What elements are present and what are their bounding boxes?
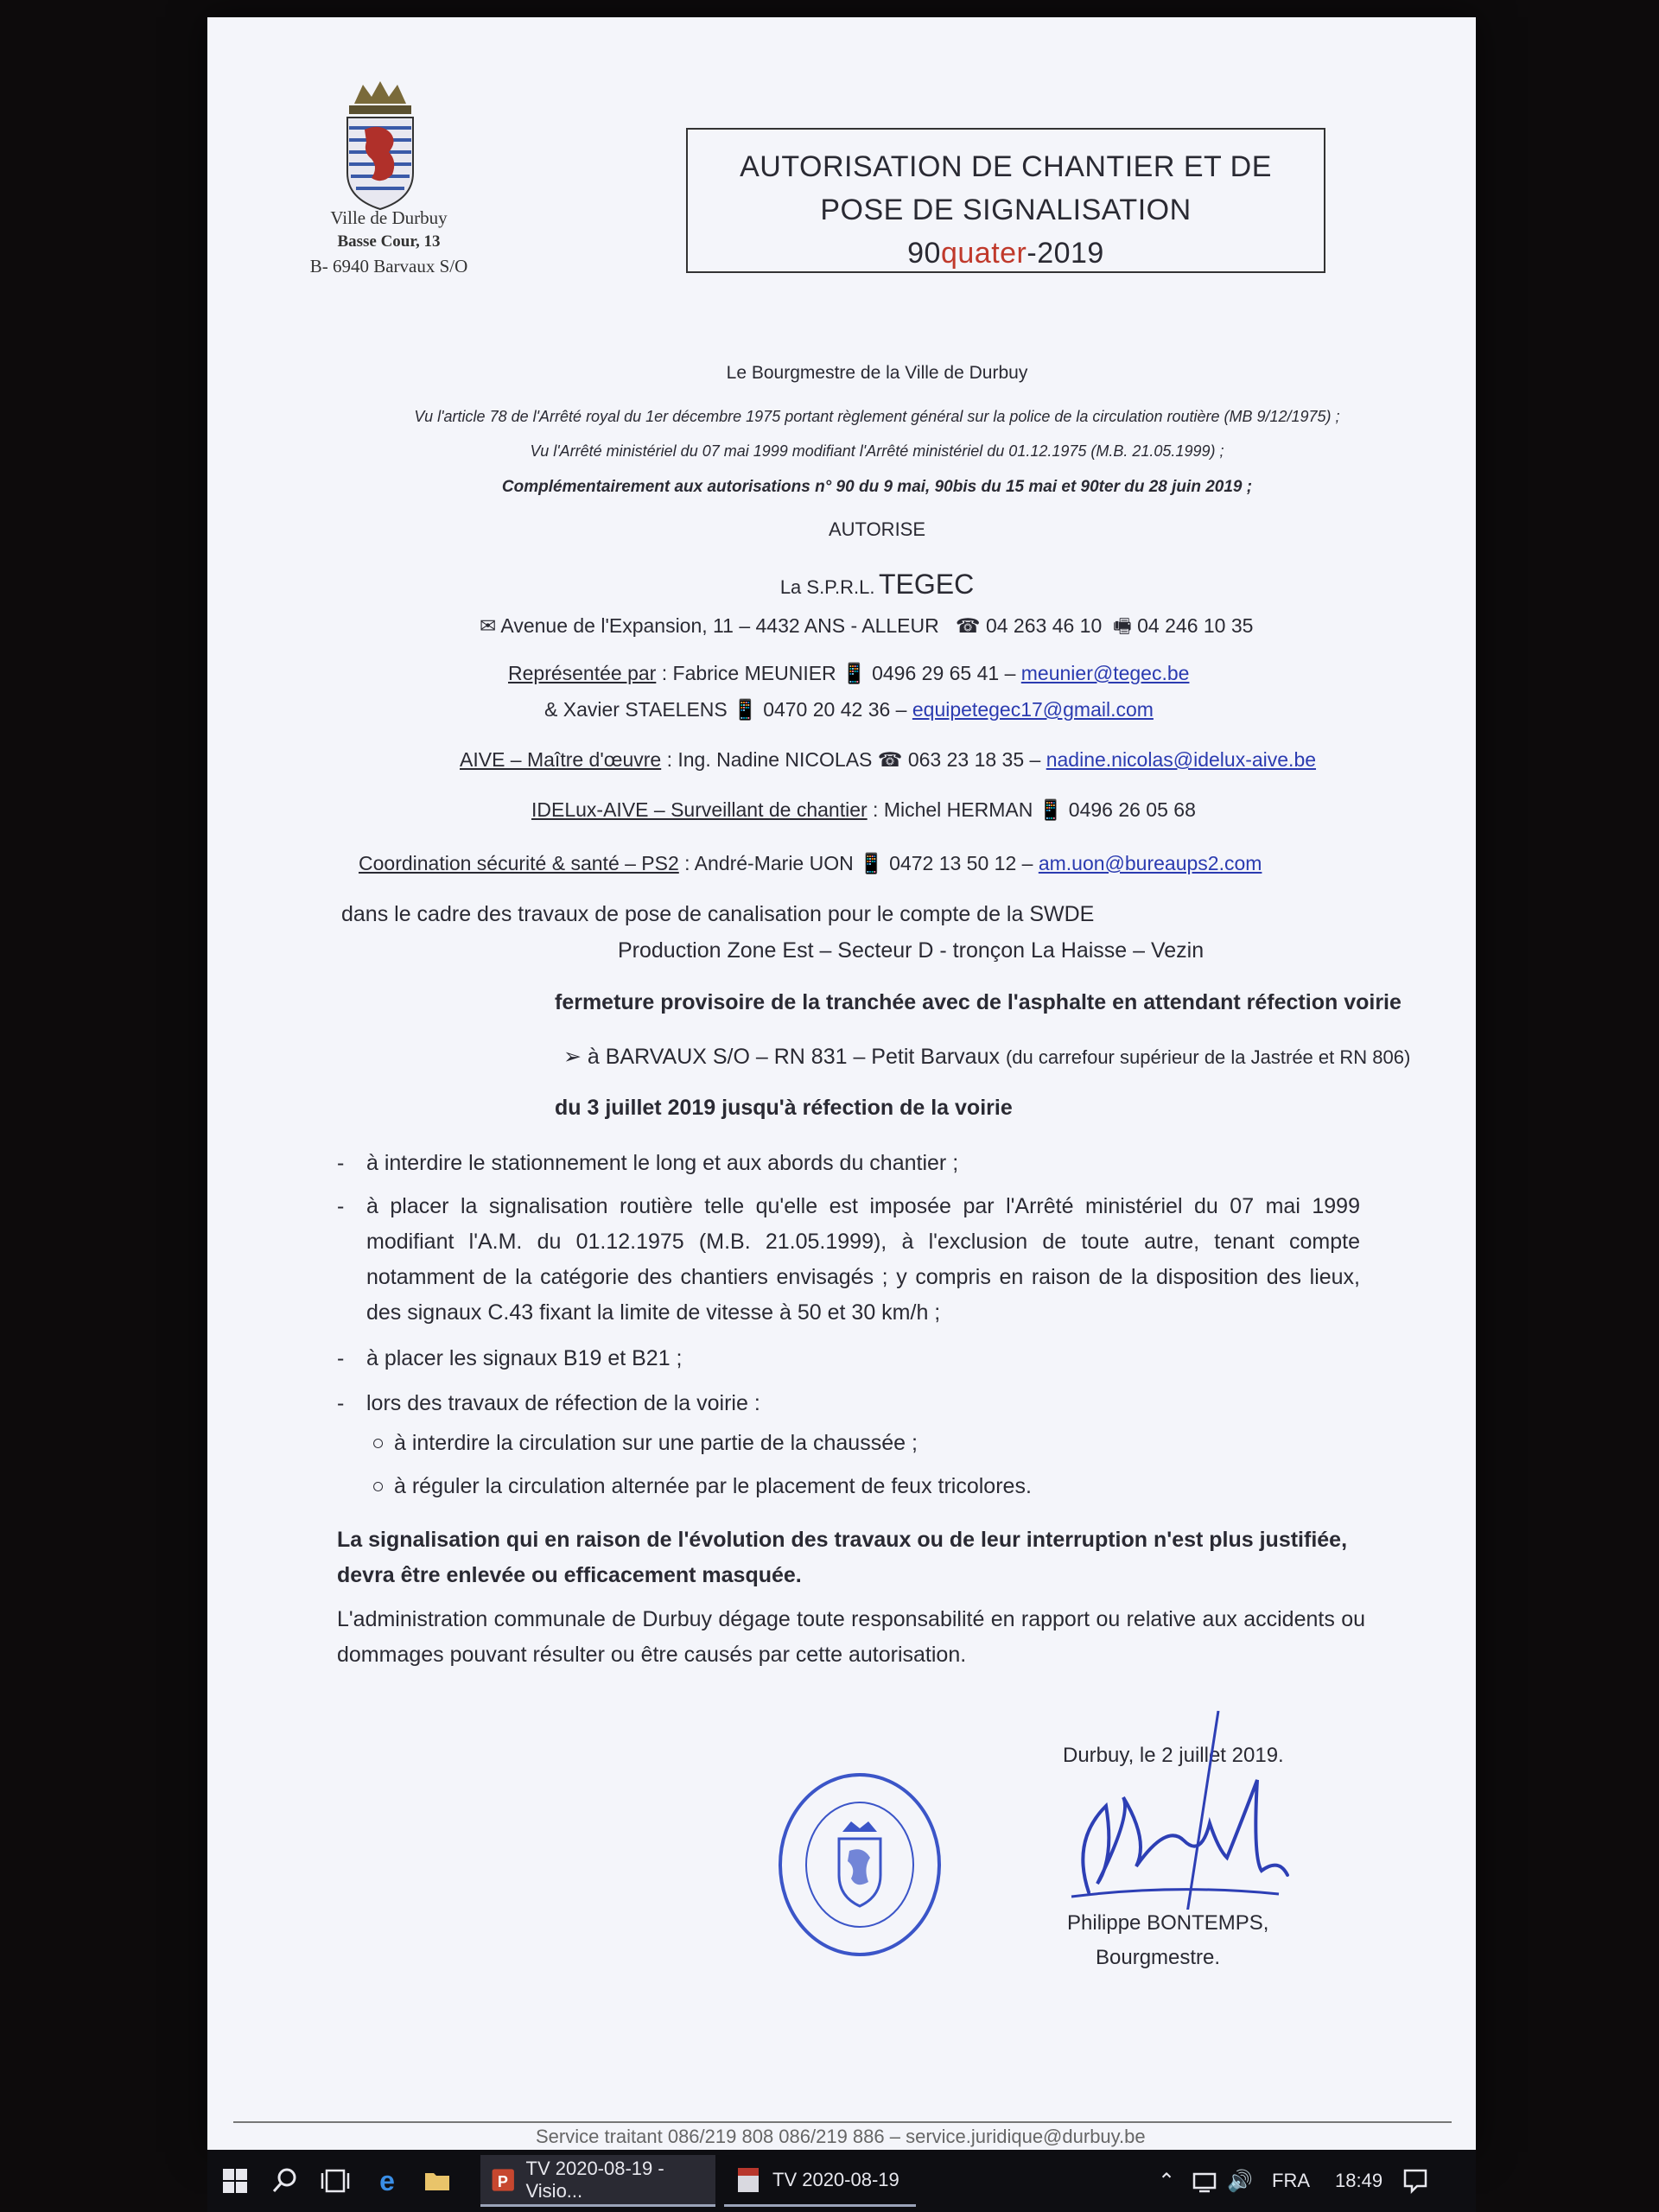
issuer: Le Bourgmestre de la Ville de Durbuy bbox=[726, 363, 1028, 383]
works-place bbox=[563, 1044, 1410, 1070]
company-prefix: La S.P.R.L. bbox=[779, 576, 875, 598]
speaker-icon: 🔊 bbox=[1227, 2169, 1253, 2193]
coord-email-link[interactable]: am.uon@bureaups2.com bbox=[1038, 852, 1262, 874]
disclaimer: L'administration communale de Durbuy dégage toute responsabilité en rapport ou relative aux accidents ou dommages pouvant résulter ou être causés par cette autorisation. bbox=[337, 1607, 1365, 1667]
company-name: TEGEC bbox=[878, 569, 975, 600]
vu-arrete-ministeriel: Vu l'Arrêté ministériel du 07 mai 1999 modifiant l'Arrêté ministériel du 01.12.1975 (M.B. 21.05.1999) ; bbox=[530, 442, 1224, 460]
municipal-stamp-icon bbox=[773, 1771, 946, 1957]
sub-measure-b-text: à réguler la circulation alternée par le placement de feux tricolores. bbox=[394, 1474, 1032, 1498]
arrow-bullet-icon: ➢ bbox=[563, 1045, 582, 1069]
clock[interactable] bbox=[1335, 2150, 1382, 2212]
autorise-heading: AUTORISE bbox=[828, 518, 926, 540]
representative-2 bbox=[544, 698, 1154, 721]
aive-email-link[interactable]: nadine.nicolas@idelux-aive.be bbox=[1046, 748, 1317, 771]
footer-contact: Service traitant 086/219 808 086/219 886 – service.juridique@durbuy.be bbox=[536, 2126, 1146, 2147]
sub-measure-a bbox=[372, 1431, 918, 1456]
search-button[interactable] bbox=[270, 2150, 301, 2212]
fax-icon: 🖷 bbox=[1113, 614, 1132, 637]
measure-item bbox=[337, 1386, 1365, 1422]
svg-text:P: P bbox=[497, 2172, 508, 2190]
monitor-screen bbox=[207, 17, 1476, 2152]
chevron-up-icon: ⌃ bbox=[1158, 2169, 1176, 2193]
file-explorer-button[interactable] bbox=[422, 2150, 453, 2212]
dash-bullet: - bbox=[337, 1194, 345, 1218]
volume-button[interactable] bbox=[1227, 2150, 1253, 2212]
rep1-name: : Fabrice MEUNIER bbox=[656, 662, 836, 684]
mobile-icon: 📱 bbox=[733, 698, 758, 721]
task-view-icon bbox=[320, 2165, 351, 2196]
works-context: dans le cadre des travaux de pose de canalisation pour le compte de la SWDE bbox=[341, 902, 1095, 926]
windows-taskbar bbox=[207, 2150, 1476, 2212]
network-icon bbox=[1189, 2165, 1220, 2196]
rep2-email-link[interactable]: equipetegec17@gmail.com bbox=[912, 698, 1154, 721]
idelux-contact bbox=[531, 798, 1196, 822]
company-line bbox=[302, 569, 1452, 601]
idelux-label: IDELux-AIVE – Surveillant de chantier bbox=[531, 798, 868, 821]
rep1-email-link[interactable]: meunier@tegec.be bbox=[1020, 662, 1190, 684]
number-prefix: 90 bbox=[907, 237, 941, 270]
phone-icon: ☎ bbox=[955, 614, 981, 637]
show-hidden-icons-button[interactable] bbox=[1158, 2150, 1175, 2212]
measure-1: à interdire le stationnement le long et aux abords du chantier ; bbox=[366, 1151, 959, 1175]
dash-bullet: - bbox=[337, 1151, 345, 1175]
measure-item bbox=[337, 1341, 1365, 1377]
language-label: FRA bbox=[1272, 2170, 1310, 2191]
measure-3: à placer les signaux B19 et B21 ; bbox=[366, 1346, 683, 1370]
aive-name: : Ing. Nadine NICOLAS bbox=[661, 748, 873, 771]
notification-icon bbox=[1400, 2165, 1431, 2196]
task-view-button[interactable] bbox=[320, 2150, 351, 2212]
aive-label: AIVE – Maître d'œuvre bbox=[460, 748, 662, 771]
search-icon bbox=[270, 2165, 301, 2196]
rep2-phone: 0470 20 42 36 – bbox=[763, 698, 907, 721]
rep1-phone: 0496 29 65 41 – bbox=[872, 662, 1016, 684]
municipality-city: B- 6940 Barvaux S/O bbox=[309, 256, 468, 276]
rep2-name: & Xavier STAELENS bbox=[544, 698, 728, 721]
title-line-1: AUTORISATION DE CHANTIER ET DE bbox=[740, 150, 1272, 183]
representative-1 bbox=[508, 662, 1189, 685]
works-period: du 3 juillet 2019 jusqu'à réfection de la voirie bbox=[555, 1096, 1013, 1120]
handwritten-signature-icon bbox=[1054, 1711, 1313, 1910]
start-button[interactable] bbox=[219, 2150, 251, 2212]
signage-note: La signalisation qui en raison de l'évolution des travaux ou de leur interruption n'est plus justifiée, devra être enlevée ou efficacement masquée. bbox=[337, 1528, 1348, 1587]
company-address: Avenue de l'Expansion, 11 – 4432 ANS - ALLEUR bbox=[500, 614, 939, 637]
taskbar-app-visio-label: TV 2020-08-19 - Visio... bbox=[525, 2157, 664, 2202]
company-contact-line bbox=[480, 612, 1253, 645]
mobile-icon: 📱 bbox=[842, 662, 867, 684]
works-zone: Production Zone Est – Secteur D - tronçon La Haisse – Vezin bbox=[618, 938, 1205, 963]
coord-name: : André-Marie UON bbox=[678, 852, 854, 874]
circle-bullet-icon: ○ bbox=[372, 1431, 385, 1455]
idelux-phone: 0496 26 05 68 bbox=[1068, 798, 1196, 821]
mail-envelope-icon: ✉ bbox=[480, 614, 497, 637]
taskbar-app-tv[interactable] bbox=[724, 2155, 916, 2207]
signer-name: Philippe BONTEMPS, bbox=[1067, 1911, 1269, 1935]
signature-date: Durbuy, le 2 juillet 2019. bbox=[1063, 1744, 1284, 1767]
number-suffix: quater bbox=[940, 237, 1027, 270]
dash-bullet: - bbox=[337, 1391, 345, 1415]
municipality-address bbox=[294, 206, 484, 278]
authorisation-number bbox=[688, 232, 1324, 275]
folder-icon bbox=[422, 2165, 453, 2196]
edge-icon: e bbox=[379, 2164, 395, 2196]
mobile-icon: 📱 bbox=[1038, 798, 1064, 821]
sub-measure-a-text: à interdire la circulation sur une partie de la chaussée ; bbox=[394, 1431, 918, 1455]
number-year: -2019 bbox=[1027, 237, 1104, 270]
circle-bullet-icon: ○ bbox=[372, 1474, 385, 1498]
measure-2: à placer la signalisation routière telle qu'elle est imposée par l'Arrêté ministériel du 07 mai 1999 modifiant l'A.M. du 01.12.1975 (M.B. 21.05.1999), à l'exclusion de toute autre, tenant compte notamment de la catégorie des chantiers envisagés ; y compris en raison de la disposition des lieux, des signaux C.43 fixant la limite de vitesse à 50 et 30 km/h ; bbox=[366, 1194, 1360, 1325]
taskbar-app-tv-label: TV 2020-08-19 bbox=[772, 2168, 899, 2190]
dash-bullet: - bbox=[337, 1346, 345, 1370]
works-closure: fermeture provisoire de la tranchée avec de l'asphalte en attendant réfection voirie bbox=[555, 990, 1402, 1014]
notifications-button[interactable] bbox=[1400, 2150, 1431, 2212]
measure-item bbox=[337, 1146, 1365, 1182]
document-title-box bbox=[686, 128, 1325, 273]
pdf-reader-icon bbox=[733, 2164, 764, 2196]
company-fax: 04 246 10 35 bbox=[1137, 614, 1254, 637]
aive-phone: 063 23 18 35 – bbox=[907, 748, 1041, 771]
phone-icon: ☎ bbox=[877, 748, 903, 771]
company-phone: 04 263 46 10 bbox=[985, 614, 1103, 637]
aive-contact bbox=[460, 748, 1316, 772]
measure-4: lors des travaux de réfection de la voirie : bbox=[366, 1391, 760, 1415]
signer-role: Bourgmestre. bbox=[1096, 1946, 1221, 1969]
measure-item bbox=[337, 1189, 1365, 1336]
coord-label: Coordination sécurité & santé – PS2 bbox=[359, 852, 679, 874]
vu-article-78: Vu l'article 78 de l'Arrêté royal du 1er décembre 1975 portant règlement général sur la police de la circulation routière (MB 9/12/1975) ; bbox=[414, 408, 1340, 425]
place-text: à BARVAUX S/O – RN 831 – Petit Barvaux bbox=[587, 1045, 1000, 1069]
coordination-contact bbox=[359, 852, 1262, 875]
durbuy-coat-of-arms-icon bbox=[337, 78, 423, 216]
mobile-icon: 📱 bbox=[859, 852, 884, 874]
footer-divider bbox=[233, 2121, 1452, 2123]
complementary-authorisations: Complémentairement aux autorisations n° 90 du 9 mai, 90bis du 15 mai et 90ter du 28 juin 2019 ; bbox=[501, 478, 1253, 496]
clock-time: 18:49 bbox=[1335, 2170, 1383, 2191]
sub-measure-b bbox=[372, 1474, 1032, 1499]
municipality-street: Basse Cour, 13 bbox=[337, 232, 441, 251]
powerpoint-icon bbox=[489, 2164, 518, 2196]
idelux-name: : Michel HERMAN bbox=[867, 798, 1033, 821]
place-detail: (du carrefour supérieur de la Jastrée et RN 806) bbox=[1005, 1046, 1411, 1068]
edge-browser-button[interactable] bbox=[372, 2150, 403, 2212]
coord-phone: 0472 13 50 12 – bbox=[889, 852, 1033, 874]
windows-logo-icon bbox=[219, 2165, 251, 2196]
language-indicator[interactable] bbox=[1272, 2150, 1310, 2212]
pdf-document-page bbox=[233, 17, 1452, 2152]
rep-label: Représentée par bbox=[508, 662, 657, 684]
taskbar-app-visio[interactable] bbox=[480, 2155, 715, 2207]
municipality-name: Ville de Durbuy bbox=[330, 207, 448, 228]
title-line-2: POSE DE SIGNALISATION bbox=[820, 194, 1192, 226]
network-button[interactable] bbox=[1189, 2150, 1220, 2212]
